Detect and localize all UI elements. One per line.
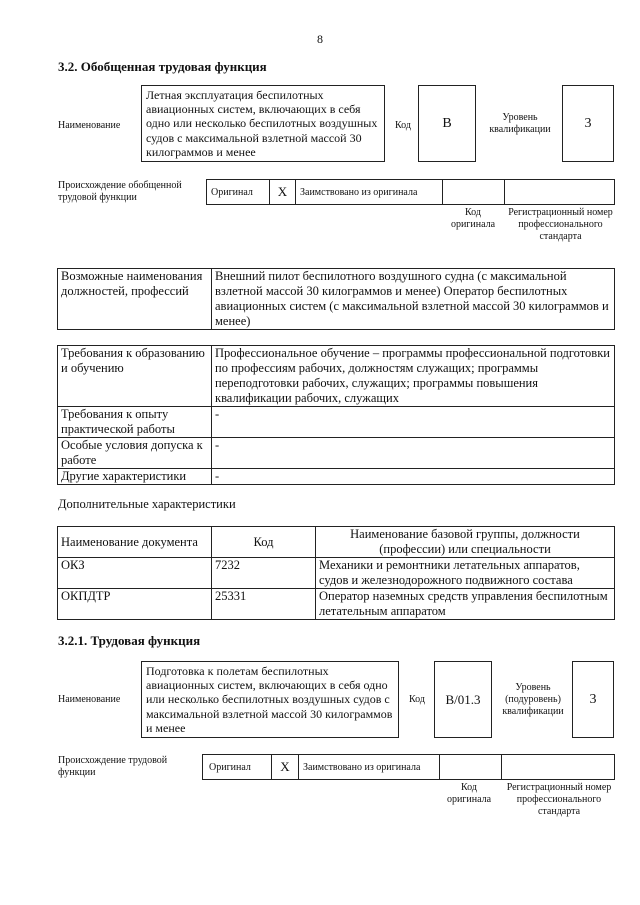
page-number: 8: [317, 32, 323, 46]
req-experience-label: Требования к опыту практической работы: [58, 407, 212, 438]
additional-title: Дополнительные характеристики: [58, 497, 236, 511]
borrowed-label: Заимствовано из оригинала: [300, 187, 418, 198]
cell-group: Механики и ремонтники летательных аппаратов, судов и железнодорожного подвижного состава: [316, 558, 615, 589]
section-heading: 3.2. Обобщенная трудовая функция: [58, 59, 267, 74]
positions-value: Внешний пилот беспилотного воздушного судна (с максимальной взлетной массой 30 килограммов и менее) Оператор беспилотных авиационных систем (с максимальной взлетной массой 30 килограммов и менее): [212, 269, 615, 330]
origin-row: [206, 179, 615, 205]
name-label: Наименование: [58, 120, 121, 131]
req-conditions-value: -: [212, 438, 615, 469]
code-label: Код: [395, 120, 411, 131]
gtf-code-box: [418, 85, 476, 162]
additional-table: [57, 526, 615, 620]
subsection-heading: 3.2.1. Трудовая функция: [58, 633, 201, 648]
cell-doc: ОКПДТР: [58, 589, 212, 620]
code-original-label: Код оригинала: [446, 782, 492, 805]
borrowed-label: Заимствовано из оригинала: [303, 762, 421, 773]
tf-level-value: 3: [589, 692, 597, 707]
tf-code-box: [434, 661, 492, 738]
req-conditions-label: Особые условия допуска к работе: [58, 438, 212, 469]
table-row: [58, 558, 615, 589]
level-label: Уровень квалификации: [489, 112, 551, 135]
gtf-name-value: Летная эксплуатация беспилотных авиационных систем, включающих в себя одно или несколько беспилотных воздушных судов с максимальной взлетной массой 30 килограммов и менее: [146, 88, 378, 159]
tf-name-value: Подготовка к полетам беспилотных авиационных систем, включающих в себя одно или несколько беспилотных воздушных судов с максимальной взлетной массой 30 килограммов и менее: [146, 664, 393, 735]
gtf-code-value: B: [442, 116, 452, 131]
original-mark: X: [280, 759, 290, 774]
tf-name-box: [141, 661, 399, 738]
positions-table: [57, 268, 615, 330]
header-group: Наименование базовой группы, должности (профессии) или специальности: [316, 527, 615, 558]
table-row: [58, 589, 615, 620]
code-label: Код: [409, 694, 425, 705]
gtf-level-box: [562, 85, 614, 162]
req-other-value: -: [212, 469, 615, 485]
original-mark: X: [277, 184, 288, 199]
origin-label: Происхождение обобщенной трудовой функции: [58, 180, 182, 203]
req-experience-value: -: [212, 407, 615, 438]
name-label: Наименование: [58, 694, 121, 705]
origin-row: [202, 754, 615, 780]
requirements-table: [57, 345, 615, 485]
tf-code-value: B/01.3: [445, 692, 481, 707]
code-original-label: Код оригинала: [450, 207, 496, 230]
header-document: Наименование документа: [58, 527, 212, 558]
gtf-level-value: 3: [584, 116, 592, 131]
header-code: Код: [212, 527, 316, 558]
cell-doc: ОКЗ: [58, 558, 212, 589]
cell-code: 25331: [212, 589, 316, 620]
original-label: Оригинал: [209, 762, 251, 773]
req-other-label: Другие характеристики: [58, 469, 212, 485]
gtf-name-box: [141, 85, 385, 162]
reg-number-label: Регистрационный номер профессионального стандарта: [508, 207, 613, 242]
origin-label: Происхождение трудовой функции: [58, 755, 168, 778]
reg-number-label: Регистрационный номер профессионального стандарта: [506, 782, 612, 817]
original-label: Оригинал: [211, 187, 253, 198]
cell-group: Оператор наземных средств управления беспилотным летательным аппаратом: [316, 589, 615, 620]
tf-level-box: [572, 661, 614, 738]
positions-label: Возможные наименования должностей, профессий: [58, 269, 212, 330]
cell-code: 7232: [212, 558, 316, 589]
level-label: Уровень (подуровень) квалификации: [502, 682, 564, 717]
req-education-value: Профессиональное обучение – программы профессиональной подготовки по профессиям рабочих, должностям служащих; программы переподготовки рабочих, служащих; программы повышения квалификации рабочих, служащих: [212, 346, 615, 407]
req-education-label: Требования к образованию и обучению: [58, 346, 212, 407]
